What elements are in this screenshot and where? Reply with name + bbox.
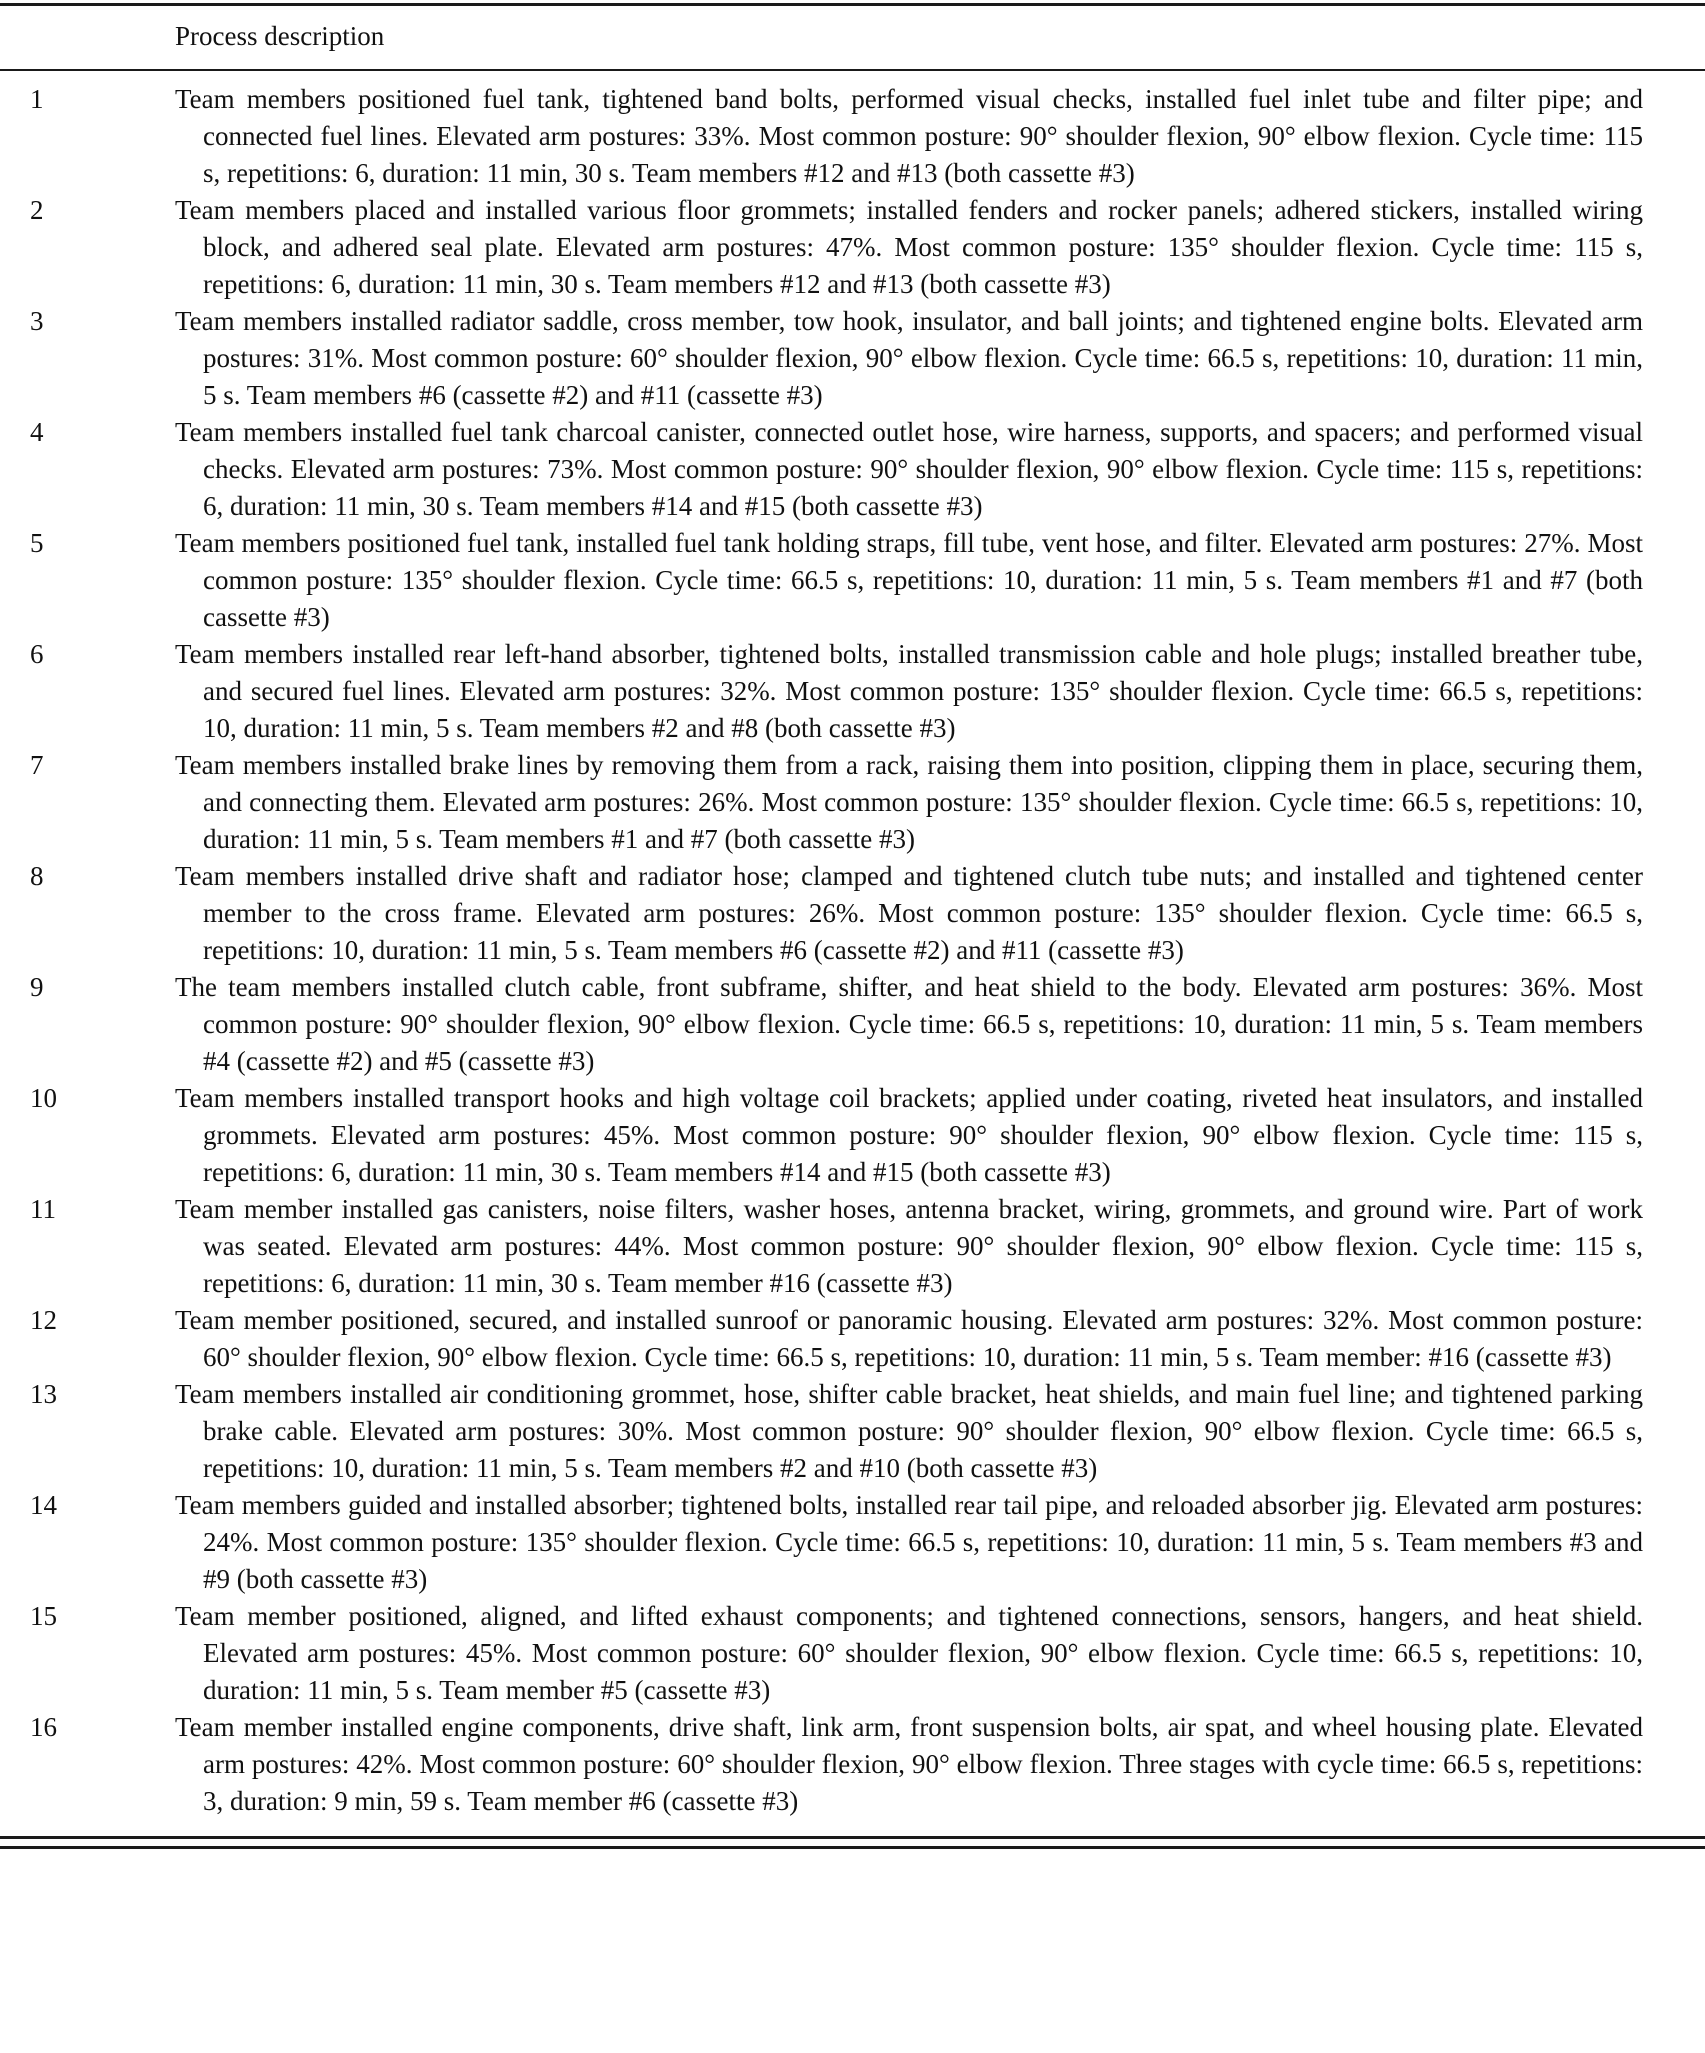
process-number: 15 (30, 1601, 57, 1631)
table-row (0, 636, 1705, 747)
table-row (0, 858, 1705, 969)
process-description: Team members installed rear left-hand absorber, tightened bolts, installed transmission cable and hole plugs; installed breather tube, and secured fuel lines. Elevated arm postures: 32%. Most common posture: 135° shoulder flexion. Cycle time: 66.5 s, repetitions: 10, duration: 11 min, 5 s. Team members #2 and #8 (both cassette #3) (175, 639, 1643, 743)
process-number: 6 (30, 639, 44, 669)
process-number: 11 (30, 1194, 56, 1224)
process-description: Team members installed fuel tank charcoal canister, connected outlet hose, wire harness, supports, and spacers; and performed visual checks. Elevated arm postures: 73%. Most common posture: 90° shoulder flexion, 90° elbow flexion. Cycle time: 115 s, repetitions: 6, duration: 11 min, 30 s. Team members #14 and #15 (both cassette #3) (175, 417, 1643, 521)
table-body (0, 71, 1705, 1832)
table-row (0, 303, 1705, 414)
table-row (0, 1191, 1705, 1302)
process-number: 13 (30, 1379, 57, 1409)
bottom-rule-upper (0, 1836, 1705, 1839)
process-number: 7 (30, 750, 44, 780)
table-row (0, 1487, 1705, 1598)
table-row (0, 1709, 1705, 1820)
process-description: Team members installed brake lines by removing them from a rack, raising them into position, clipping them in place, securing them, and connecting them. Elevated arm postures: 26%. Most common posture: 135° shoulder flexion. Cycle time: 66.5 s, repetitions: 10, duration: 11 min, 5 s. Team members #1 and #7 (both cassette #3) (175, 750, 1643, 854)
table-row (0, 969, 1705, 1080)
process-description: Team members installed radiator saddle, cross member, tow hook, insulator, and ball joints; and tightened engine bolts. Elevated arm postures: 31%. Most common posture: 60° shoulder flexion, 90° elbow flexion. Cycle time: 66.5 s, repetitions: 10, duration: 11 min, 5 s. Team members #6 (cassette #2) and #11 (cassette #3) (175, 306, 1643, 410)
process-description: Team member positioned, secured, and installed sunroof or panoramic housing. Elevated arm postures: 32%. Most common posture: 60° shoulder flexion, 90° elbow flexion. Cycle time: 66.5 s, repetitions: 10, duration: 11 min, 5 s. Team member: #16 (cassette #3) (175, 1305, 1643, 1372)
process-number: 16 (30, 1712, 57, 1742)
table-row (0, 1598, 1705, 1709)
table-row (0, 525, 1705, 636)
process-description: Team members installed drive shaft and radiator hose; clamped and tightened clutch tube nuts; and installed and tightened center member to the cross frame. Elevated arm postures: 26%. Most common posture: 135° shoulder flexion. Cycle time: 66.5 s, repetitions: 10, duration: 11 min, 5 s. Team members #6 (cassette #2) and #11 (cassette #3) (175, 861, 1643, 965)
process-description: The team members installed clutch cable, front subframe, shifter, and heat shield to the body. Elevated arm postures: 36%. Most common posture: 90° shoulder flexion, 90° elbow flexion. Cycle time: 66.5 s, repetitions: 10, duration: 11 min, 5 s. Team members #4 (cassette #2) and #5 (cassette #3) (175, 972, 1643, 1076)
process-number: 8 (30, 861, 44, 891)
table-row (0, 1376, 1705, 1487)
table-row (0, 81, 1705, 192)
process-description: Team members guided and installed absorber; tightened bolts, installed rear tail pipe, and reloaded absorber jig. Elevated arm postures: 24%. Most common posture: 135° shoulder flexion. Cycle time: 66.5 s, repetitions: 10, duration: 11 min, 5 s. Team members #3 and #9 (both cassette #3) (175, 1490, 1643, 1594)
process-description: Team members installed air conditioning grommet, hose, shifter cable bracket, heat shields, and main fuel line; and tightened parking brake cable. Elevated arm postures: 30%. Most common posture: 90° shoulder flexion, 90° elbow flexion. Cycle time: 66.5 s, repetitions: 10, duration: 11 min, 5 s. Team members #2 and #10 (both cassette #3) (175, 1379, 1643, 1483)
process-number: 2 (30, 195, 44, 225)
process-description: Team member installed gas canisters, noise filters, washer hoses, antenna bracket, wiring, grommets, and ground wire. Part of work was seated. Elevated arm postures: 44%. Most common posture: 90° shoulder flexion, 90° elbow flexion. Cycle time: 115 s, repetitions: 6, duration: 11 min, 30 s. Team member #16 (cassette #3) (175, 1194, 1643, 1298)
table-row (0, 192, 1705, 303)
column-header-process-description: Process description (175, 21, 385, 51)
table-row (0, 414, 1705, 525)
process-number: 1 (30, 84, 44, 114)
table-row (0, 1302, 1705, 1376)
process-description: Team member installed engine components, drive shaft, link arm, front suspension bolts, air spat, and wheel housing plate. Elevated arm postures: 42%. Most common posture: 60° shoulder flexion, 90° elbow flexion. Three stages with cycle time: 66.5 s, repetitions: 3, duration: 9 min, 59 s. Team member #6 (cassette #3) (175, 1712, 1643, 1816)
process-description: Team members positioned fuel tank, installed fuel tank holding straps, fill tube, vent hose, and filter. Elevated arm postures: 27%. Most common posture: 135° shoulder flexion. Cycle time: 66.5 s, repetitions: 10, duration: 11 min, 5 s. Team members #1 and #7 (both cassette #3) (175, 528, 1643, 632)
process-number: 14 (30, 1490, 57, 1520)
table-row (0, 747, 1705, 858)
process-description: Team members placed and installed various floor grommets; installed fenders and rocker panels; adhered stickers, installed wiring block, and adhered seal plate. Elevated arm postures: 47%. Most common posture: 135° shoulder flexion. Cycle time: 115 s, repetitions: 6, duration: 11 min, 30 s. Team members #12 and #13 (both cassette #3) (175, 195, 1643, 299)
process-number: 9 (30, 972, 44, 1002)
process-number: 3 (30, 306, 44, 336)
process-description: Team member positioned, aligned, and lifted exhaust components; and tightened connections, sensors, hangers, and heat shield. Elevated arm postures: 45%. Most common posture: 60° shoulder flexion, 90° elbow flexion. Cycle time: 66.5 s, repetitions: 10, duration: 11 min, 5 s. Team member #5 (cassette #3) (175, 1601, 1643, 1705)
table-header-row (0, 6, 1705, 69)
process-description: Team members installed transport hooks and high voltage coil brackets; applied under coating, riveted heat insulators, and installed grommets. Elevated arm postures: 45%. Most common posture: 90° shoulder flexion, 90° elbow flexion. Cycle time: 115 s, repetitions: 6, duration: 11 min, 30 s. Team members #14 and #15 (both cassette #3) (175, 1083, 1643, 1187)
process-number: 5 (30, 528, 44, 558)
process-number: 12 (30, 1305, 57, 1335)
bottom-rule-lower (0, 1846, 1705, 1849)
process-number: 10 (30, 1083, 57, 1113)
table-row (0, 1080, 1705, 1191)
process-number: 4 (30, 417, 44, 447)
process-description: Team members positioned fuel tank, tightened band bolts, performed visual checks, installed fuel inlet tube and filter pipe; and connected fuel lines. Elevated arm postures: 33%. Most common posture: 90° shoulder flexion, 90° elbow flexion. Cycle time: 115 s, repetitions: 6, duration: 11 min, 30 s. Team members #12 and #13 (both cassette #3) (175, 84, 1643, 188)
table-bottom-rules (0, 1836, 1705, 1849)
